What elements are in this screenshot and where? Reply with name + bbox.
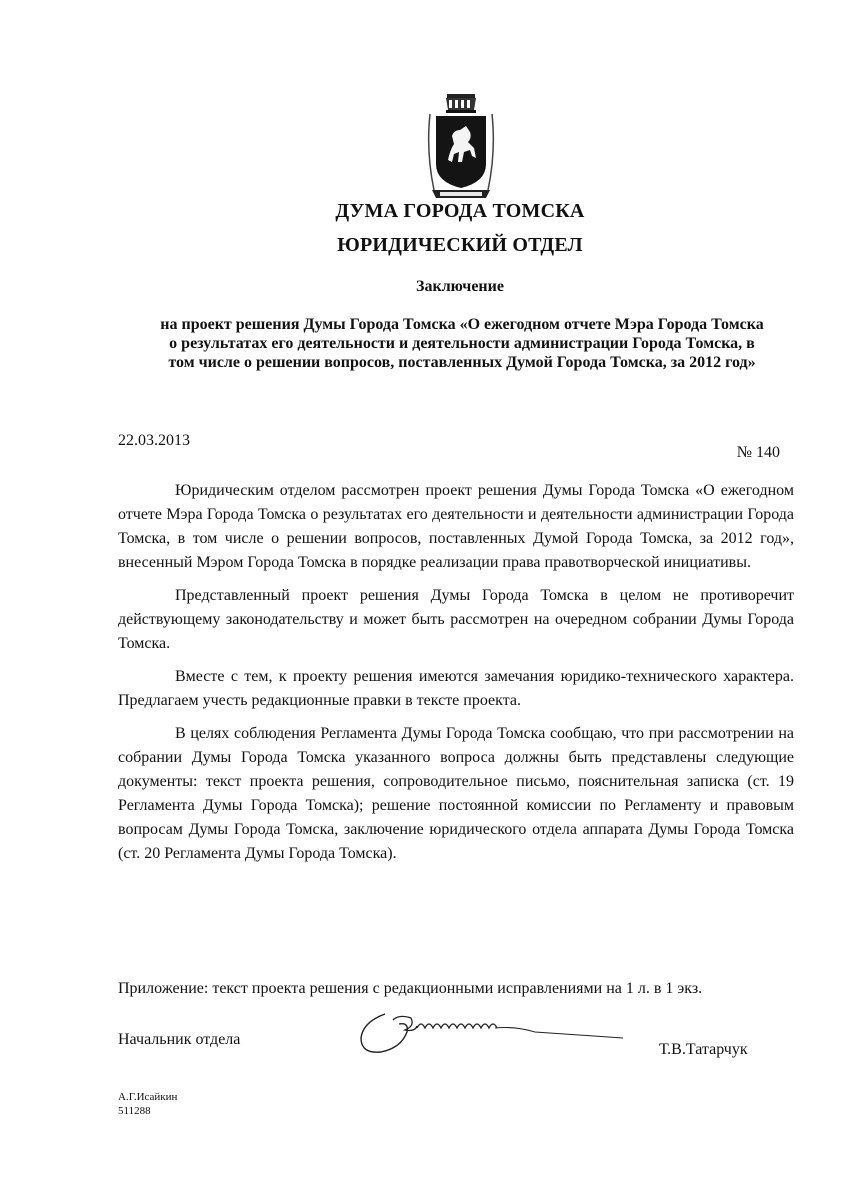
executor-info — [118, 1090, 177, 1118]
body-paragraph: Вместе с тем, к проекту решения имеются замечания юридико-технического характера. Предлагаем учесть редакционные правки в тексте проекта. — [118, 668, 794, 709]
body-paragraph: Представленный проект решения Думы Города Томска в целом не противоречит действующему законодательству и может быть рассмотрен на очередном собрании Думы Города Томска. — [118, 587, 794, 652]
document-date: 22.03.2013 — [118, 432, 190, 449]
document-subject — [118, 315, 806, 372]
tomsk-coat-of-arms-icon — [424, 92, 498, 204]
subject-line: том числе о решении вопросов, поставленных Думой Города Томска, за 2012 год» — [168, 354, 756, 371]
subject-line: о результатах его деятельности и деятельности администрации Города Томска, в — [169, 335, 755, 352]
department-name: ЮРИДИЧЕСКИЙ ОТДЕЛ — [337, 234, 583, 256]
organization-name: ДУМА ГОРОДА ТОМСКА — [335, 200, 585, 222]
signatory-position: Начальник отдела — [118, 1031, 241, 1048]
subject-line: на проект решения Думы Города Томска «О ежегодном отчете Мэра Города Томска — [160, 316, 764, 333]
signatory-name: Т.В.Татарчук — [659, 1041, 748, 1058]
body-paragraph: В целях соблюдения Регламента Думы Города Томска сообщаю, что при рассмотрении на собрании Думы Города Томска указанного вопроса должны быть представлены следующие документы: текст проекта решения, сопроводительное письмо, пояснительная записка (ст. 19 Регламента Думы Города Томска); решение постоянной комиссии по Регламенту и правовым вопросам Думы Города Томска, заключение юридического отдела аппарата Думы Города Томска (ст. 20 Регламента Думы Города Томска). — [118, 725, 794, 862]
document-body — [118, 479, 794, 866]
appendix-note: Приложение: текст проекта решения с редакционными исправлениями на 1 л. в 1 экз. — [118, 980, 703, 997]
document-type: Заключение — [416, 278, 504, 295]
handwritten-signature — [355, 1008, 630, 1058]
executor-name: А.Г.Исайкин — [118, 1091, 178, 1103]
body-paragraph: Юридическим отделом рассмотрен проект решения Думы Города Томска «О ежегодном отчете Мэра Города Томска о результатах его деятельности и деятельности администрации Города Томска, в том числе о решении вопросов, поставленных Думой Города Томска, за 2012 год», внесенный Мэром Города Томска в порядке реализации права правотворческой инициативы. — [118, 482, 794, 571]
document-number: № 140 — [736, 444, 780, 461]
executor-phone: 511288 — [118, 1105, 151, 1117]
